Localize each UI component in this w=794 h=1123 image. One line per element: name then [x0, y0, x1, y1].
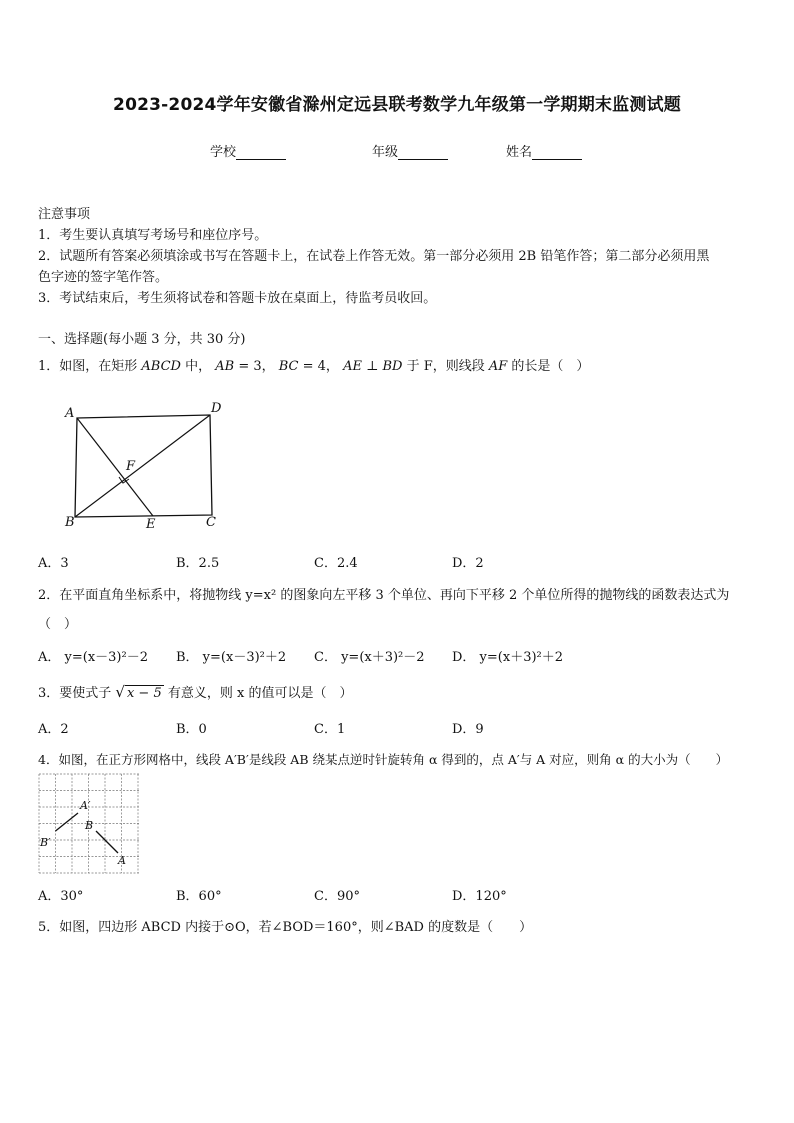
label-b-prime: B′ [40, 836, 51, 849]
q1-option-b: B．2.5 [176, 556, 220, 571]
radicand: x − 5 [126, 686, 162, 701]
school-label: 学校 [210, 145, 237, 160]
q3-option-b: B．0 [176, 722, 207, 737]
note-1: 1．考生要认真填写考场号和座位序号。 [38, 228, 268, 243]
label-a-prime: A′ [80, 799, 91, 812]
q2-stem: 2．在平面直角坐标系中，将抛物线 y=x² 的图象向左平移 3 个单位、再向下平移 2 个单位所得的抛物线的函数表达式为 [38, 588, 730, 603]
name-blank [532, 145, 582, 160]
q4-option-a: A．30° [38, 889, 84, 904]
q5-stem: 5．如图，四边形 ABCD 内接于⊙O，若∠BOD＝160°，则∠BAD 的度数是（ ） [38, 920, 533, 935]
segment-a1b1 [56, 813, 79, 831]
q2-option-b: B． y=(x－3)²＋2 [176, 650, 287, 665]
q3-option-d: D．9 [452, 722, 484, 737]
label-d: D [211, 401, 222, 416]
note-2-cont: 色字迹的签字笔作答。 [38, 270, 169, 285]
q1-option-a: A．3 [38, 556, 69, 571]
label-f: F [126, 459, 136, 474]
q1-option-d: D．2 [452, 556, 484, 571]
note-3: 3．考试结束后，考生须将试卷和答题卡放在桌面上，待监考员收回。 [38, 291, 437, 306]
label-c: C [206, 515, 216, 530]
q2-option-c: C． y=(x＋3)²－2 [314, 650, 425, 665]
grade-label: 年级 [372, 145, 399, 160]
q3-stem: 3．要使式子 √ x − 5 有意义，则 x 的值可以是（ ） [38, 683, 353, 701]
segment-ab [96, 831, 118, 853]
label-a: A [65, 406, 75, 421]
label-e: E [146, 517, 156, 532]
grade-field [372, 141, 448, 160]
notes-heading: 注意事项 [38, 207, 91, 222]
label-b: B [65, 515, 75, 530]
q1-stem: 1．如图，在矩形 ABCD 中， AB = 3， BC = 4， AE ⊥ BD 于 F，则线段 AF 的长是（ ） [38, 359, 590, 374]
note-2: 2．试题所有答案必须填涂或书写在答题卡上，在试卷上作答无效。第一部分必须用 2B 铅笔作答；第二部分必须用黑 [38, 249, 710, 264]
name-label: 姓名 [506, 145, 533, 160]
label-a: A [118, 854, 126, 867]
section-heading: 一、选择题(每小题 3 分，共 30 分) [38, 332, 246, 347]
sqrt-sign: √ [115, 683, 125, 701]
q2-option-a: A． y=(x－3)²－2 [38, 650, 148, 665]
page-title: 2023-2024学年安徽省滁州定远县联考数学九年级第一学期期末监测试题 [113, 95, 681, 115]
q3-option-a: A．2 [38, 722, 69, 737]
school-field [210, 141, 286, 160]
label-b: B [85, 819, 94, 832]
q4-grid-figure [38, 773, 140, 875]
q4-option-b: B．60° [176, 889, 222, 904]
name-field [506, 141, 582, 160]
q4-option-d: D．120° [452, 889, 507, 904]
school-blank [236, 145, 286, 160]
q2-stem-cont: （ ） [38, 617, 78, 632]
q1-option-c: C．2.4 [314, 556, 358, 571]
q1-figure [55, 398, 230, 533]
q2-option-d: D． y=(x＋3)²＋2 [452, 650, 564, 665]
q4-stem: 4．如图，在正方形网格中，线段 A′B′是线段 AB 绕某点逆时针旋转角 α 得到的，点 A′与 A 对应，则角 α 的大小为（ ） [38, 752, 729, 767]
q4-option-c: C．90° [314, 889, 360, 904]
grade-blank [398, 145, 448, 160]
q3-option-c: C．1 [314, 722, 346, 737]
